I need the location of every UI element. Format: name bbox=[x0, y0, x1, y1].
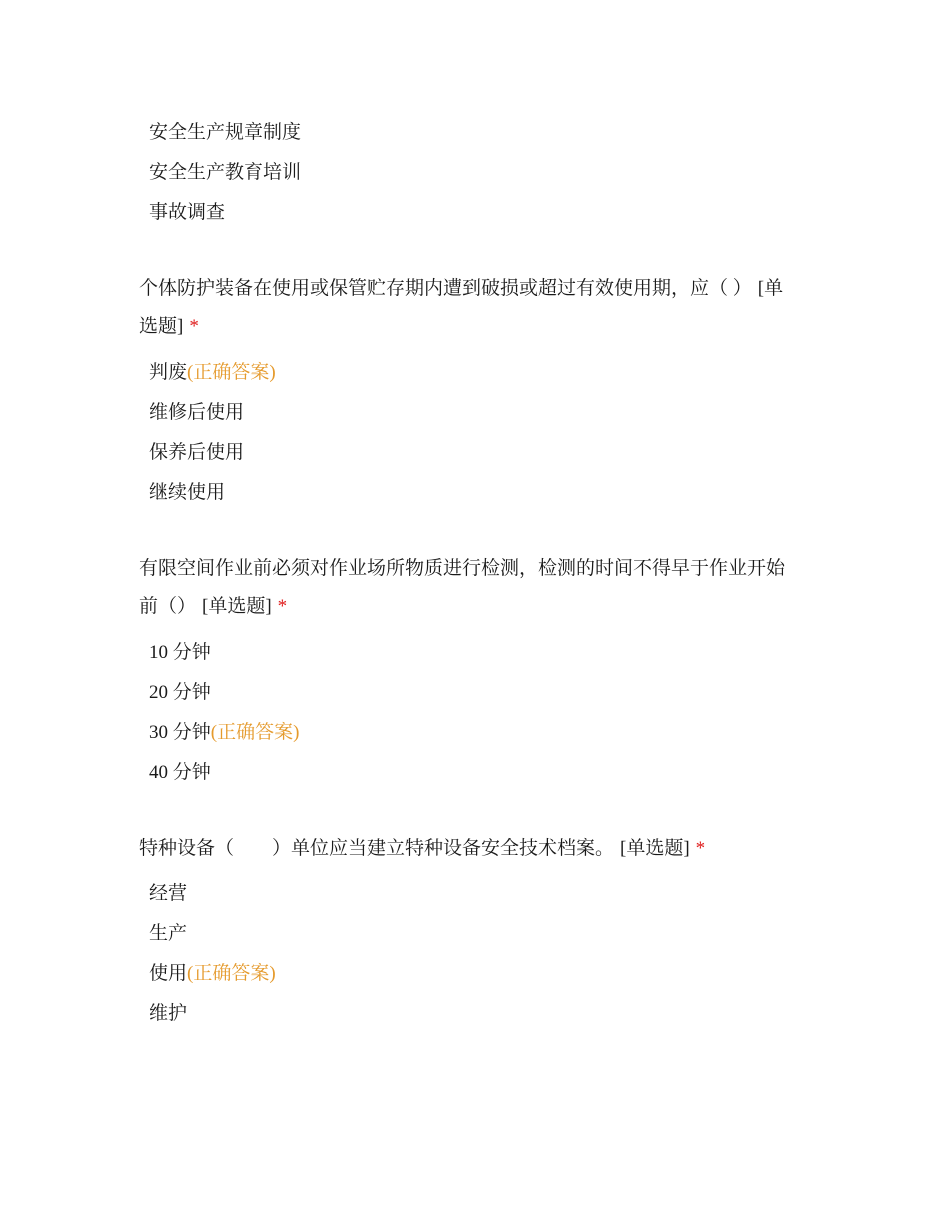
correct-answer-marker: (正确答案) bbox=[187, 362, 276, 383]
option bbox=[149, 120, 301, 160]
question-type-tag: [单选题] bbox=[202, 596, 272, 617]
option-label: 30 分钟 bbox=[149, 722, 211, 743]
option bbox=[149, 720, 299, 760]
option-list bbox=[149, 640, 299, 800]
question-stem: 有限空间作业前必须对作业场所物质进行检测，检测的时间不得早于作业开始前（） bbox=[139, 558, 786, 617]
option bbox=[149, 360, 276, 400]
option-label: 事故调查 bbox=[149, 202, 226, 223]
option-label: 继续使用 bbox=[149, 482, 226, 503]
option-label: 10 分钟 bbox=[149, 642, 211, 663]
question-type-tag: [单选题] bbox=[139, 278, 784, 337]
option-label: 经营 bbox=[149, 883, 188, 904]
option bbox=[149, 440, 276, 480]
question-text bbox=[139, 550, 799, 626]
option-label: 安全生产教育培训 bbox=[149, 162, 302, 183]
option-label: 安全生产规章制度 bbox=[149, 122, 302, 143]
option-label: 维修后使用 bbox=[149, 402, 245, 423]
question-text bbox=[139, 830, 799, 868]
required-marker: * bbox=[277, 596, 288, 617]
option bbox=[149, 160, 301, 200]
question-stem: 特种设备（ ）单位应当建立特种设备安全技术档案。 bbox=[139, 838, 615, 859]
option bbox=[149, 400, 276, 440]
option bbox=[149, 640, 299, 680]
option bbox=[149, 921, 276, 961]
option bbox=[149, 881, 276, 921]
option-label: 20 分钟 bbox=[149, 682, 211, 703]
option bbox=[149, 680, 299, 720]
option-label: 生产 bbox=[149, 923, 188, 944]
required-marker: * bbox=[189, 316, 199, 337]
option-label: 使用 bbox=[149, 963, 188, 984]
option bbox=[149, 760, 299, 800]
option-label: 判废 bbox=[149, 362, 188, 383]
correct-answer-marker: (正确答案) bbox=[210, 722, 300, 743]
option-label: 保养后使用 bbox=[149, 442, 245, 463]
correct-answer-marker: (正确答案) bbox=[187, 963, 276, 984]
question-text bbox=[139, 270, 799, 346]
option-list bbox=[149, 120, 301, 240]
option bbox=[149, 961, 276, 1001]
required-marker: * bbox=[695, 838, 706, 859]
question-stem: 个体防护装备在使用或保管贮存期内遭到破损或超过有效使用期，应（ ） bbox=[139, 278, 752, 299]
option bbox=[149, 200, 301, 240]
option-list bbox=[149, 881, 276, 1041]
option-list bbox=[149, 360, 276, 520]
option bbox=[149, 1001, 276, 1041]
option bbox=[149, 480, 276, 520]
option-label: 40 分钟 bbox=[149, 762, 211, 783]
option-label: 维护 bbox=[149, 1003, 188, 1024]
question-type-tag: [单选题] bbox=[620, 838, 690, 859]
